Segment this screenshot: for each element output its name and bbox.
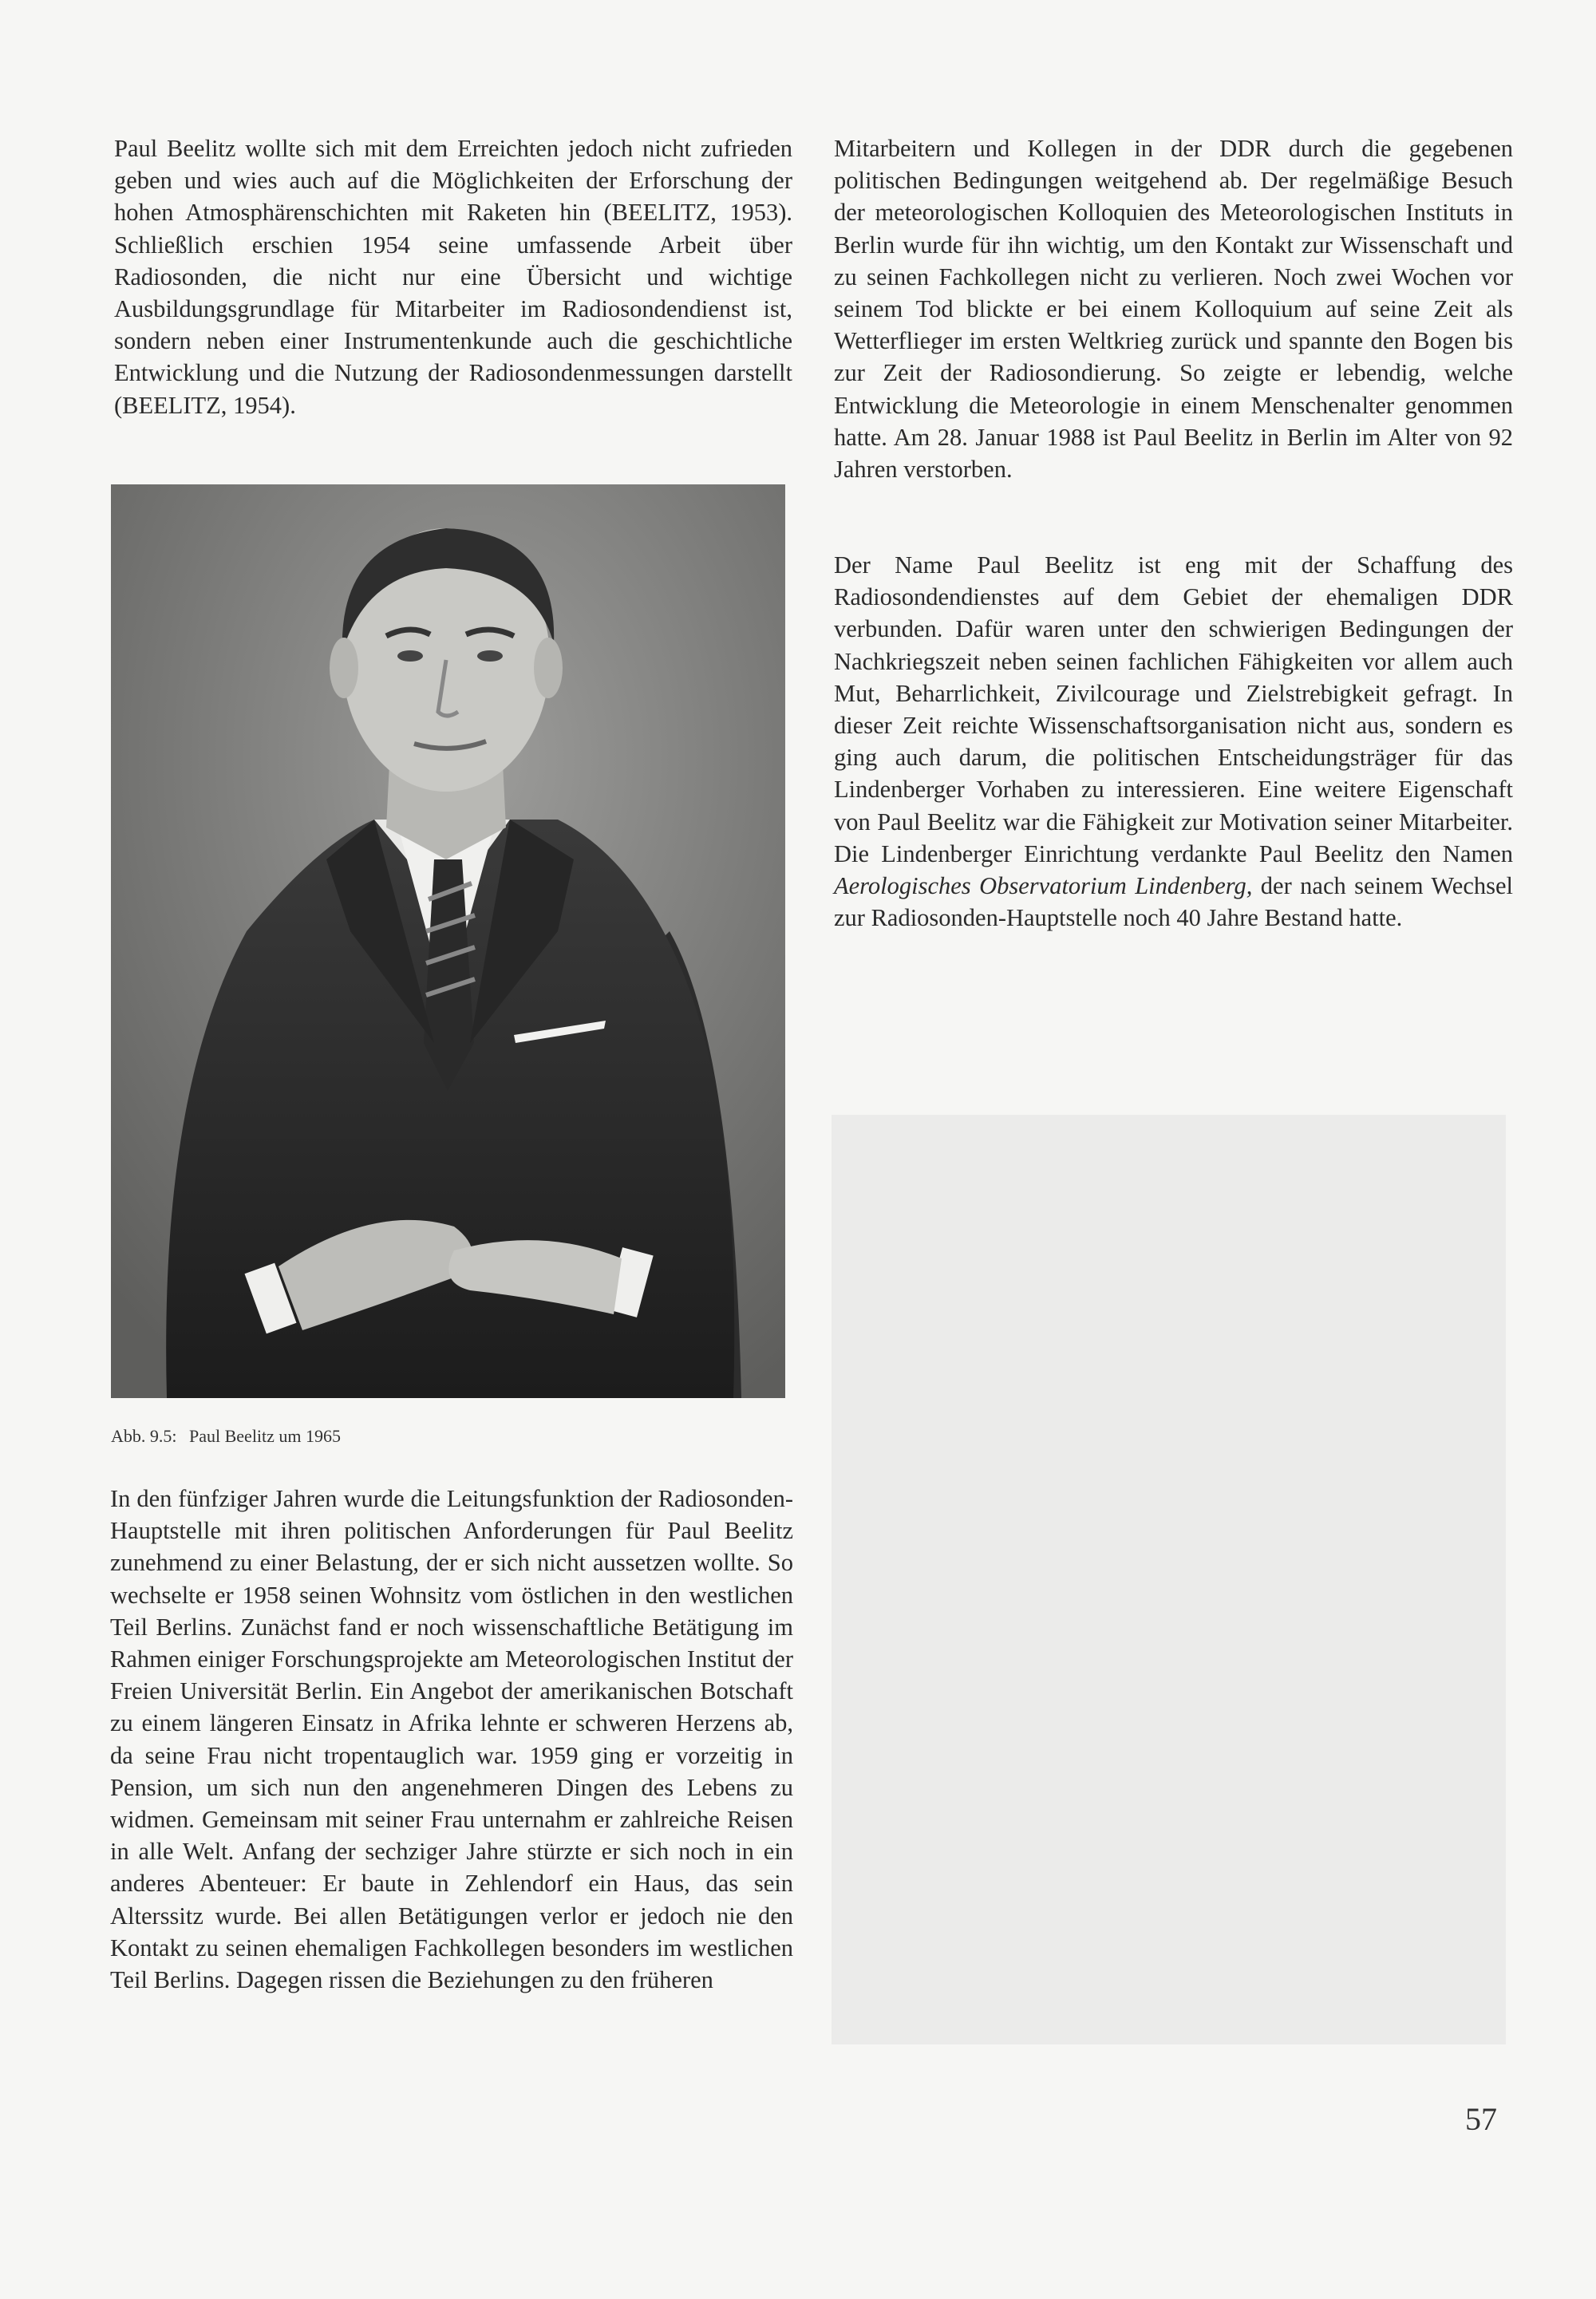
page-number: 57 bbox=[1465, 2101, 1497, 2137]
left-column-top bbox=[114, 132, 792, 421]
right-column-bottom bbox=[834, 549, 1513, 934]
paragraph bbox=[834, 549, 1513, 934]
paragraph: Paul Beelitz wollte sich mit dem Erreichten jedoch nicht zufrieden geben und wies auch auf die Möglichkeiten der Erforschung der hohen Atmosphärenschichten mit Raketen hin (BEELITZ, 1953). Schließlich erschien 1954 seine umfassende Arbeit über Radiosonden, die nicht nur eine Übersicht und wichtige Ausbildungsgrundlage für Mitarbeiter im Radiosondendienst ist, sondern neben einer Instrumentenkunde auch die geschichtliche Entwicklung und die Nutzung der Radiosondenmessungen darstellt (BEELITZ, 1954). bbox=[114, 135, 792, 419]
left-column-bottom bbox=[110, 1483, 793, 1996]
paragraph-text: Der Name Paul Beelitz ist eng mit der Schaffung des Radiosondendienstes auf dem Gebiet der ehemaligen DDR verbunden. Dafür waren unter den schwierigen Bedingungen der Nachkriegszeit neben seinen fachlichen Fähigkeiten vor allem auch Mut, Beharrlichkeit, Zivilcourage und Zielstrebigkeit gefragt. In dieser Zeit reichte Wissenschaftsorganisation nicht aus, sondern es ging auch darum, die politischen Entscheidungsträger für das Lindenberger Vorhaben zu interessieren. Eine weitere Eigenschaft von Paul Beelitz war die Fähigkeit zur Motivation seiner Mitarbeiter. Die Lindenberger Einrichtung verdankte Paul Beelitz den Namen bbox=[834, 551, 1513, 867]
right-column-top bbox=[834, 132, 1513, 485]
paragraph: In den fünfziger Jahren wurde die Leitungsfunktion der Radiosonden-Hauptstelle mit ihren politischen Anforderungen für Paul Beelitz zunehmend zu einer Belastung, der er sich nicht aussetzen wollte. So wechselte er 1958 seinen Wohnsitz vom östlichen in den westlichen Teil Berlins. Zunächst fand er noch wissenschaftliche Betätigung im Rahmen einiger Forschungsprojekte am Meteorologischen Institut der Freien Universität Berlin. Ein Angebot der amerikanischen Botschaft zu einem längeren Einsatz in Afrika lehnte er schweren Herzens ab, da seine Frau nicht tropentauglich war. 1959 ging er vorzeitig in Pension, um sich nun den angenehmeren Dingen des Lebens zu widmen. Gemeinsam mit seiner Frau unternahm er zahlreiche Reisen in alle Welt. Anfang der sechziger Jahre stürzte er sich noch in ein anderes Abenteuer: Er baute in Zehlendorf ein Haus, das sein Alterssitz wurde. Bei allen Betätigungen verlor er jedoch nie den Kontakt zu seinen ehemaligen Fachkollegen besonders im westlichen Teil Berlins. Dagegen rissen die Beziehungen zu den früheren bbox=[110, 1485, 793, 1994]
figure-caption bbox=[111, 1425, 341, 1448]
figure-caption-text: Paul Beelitz um 1965 bbox=[189, 1426, 342, 1446]
figure-label: Abb. 9.5: bbox=[111, 1426, 177, 1446]
paragraph-text-end: der nach seinem Wechsel zur Radiosonden-Hauptstelle noch 40 Jahre Bestand hatte. bbox=[834, 872, 1513, 932]
portrait-photo bbox=[111, 484, 785, 1398]
observatory-name: Aerologisches Observatorium Lindenberg, bbox=[834, 872, 1253, 900]
image-placeholder bbox=[832, 1115, 1506, 2044]
paragraph: Mitarbeitern und Kollegen in der DDR durch die gegebenen politischen Bedingungen weitgehend ab. Der regelmäßige Besuch der meteorologischen Kolloquien des Meteorologischen Instituts in Berlin wurde für ihn wichtig, um den Kontakt zur Wissenschaft und zu seinen Fachkollegen nicht zu verlieren. Noch zwei Wochen vor seinem Tod blickte er bei einem Kolloquium auf seine Zeit als Wetterflieger im ersten Weltkrieg zurück und spannte den Bogen bis zur Zeit der Radiosondierung. So zeigte er lebendig, welche Entwicklung die Meteorologie in einem Menschenalter genommen hatte. Am 28. Januar 1988 ist Paul Beelitz in Berlin im Alter von 92 Jahren verstorben. bbox=[834, 135, 1513, 484]
